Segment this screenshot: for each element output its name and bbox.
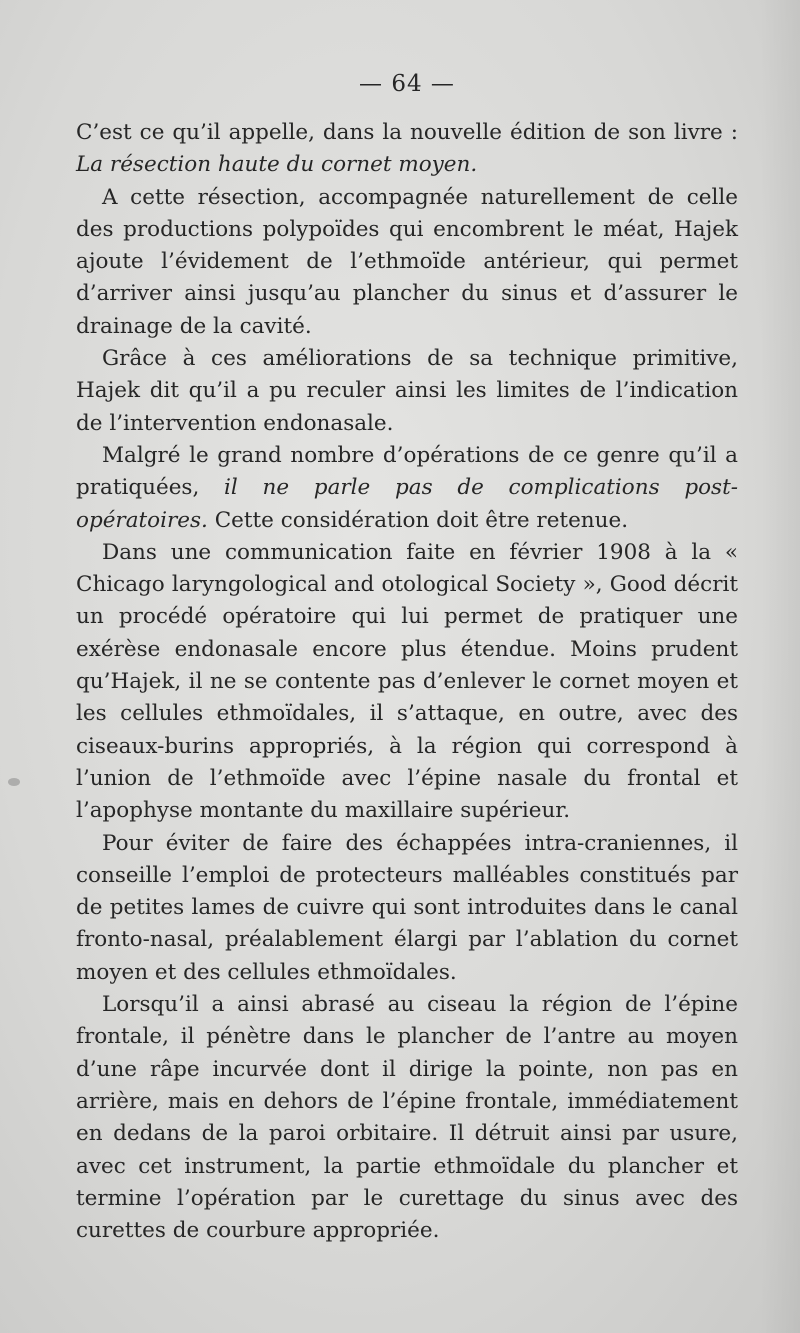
paragraph <box>76 989 738 1247</box>
text-run: Dans une communication faite en février 1908 à la « Chicago laryngological and otological Society », Good décrit un procédé opératoire qui lui permet de pratiquer une exérèse endonasale encore plus étendue. Moins prudent qu’Hajek, il ne se contente pas d’enlever le cornet moyen et les cellules ethmoïdales, il s’attaque, en outre, avec des ciseaux-burins appropriés, à la région qui correspond à l’union de l’ethmoïde avec l’épine nasale du frontal et l’apophyse montante du maxillaire supérieur. <box>76 539 738 824</box>
paper-speck <box>8 778 20 786</box>
emphasized-text: La résection haute du cornet moyen. <box>76 152 478 178</box>
paragraph <box>76 440 738 537</box>
emphasized-text: il ne parle pas de complications post-opératoires. <box>76 475 738 533</box>
text-run: A cette résection, accompagnée naturellement de celle des productions polypoïdes qui encombrent le méat, Hajek ajoute l’évidement de l’ethmoïde antérieur, qui permet d’arriver ainsi jusqu’au plancher du sinus et d’assurer le drainage de la cavité. <box>76 184 738 339</box>
text-run: Malgré le grand nombre d’opérations de ce genre qu’il a pratiquées, <box>76 442 738 501</box>
text-run: Grâce à ces améliorations de sa technique primitive, Hajek dit qu’il a pu reculer ainsi les limites de l’indication de l’intervention endonasale. <box>76 346 738 436</box>
paragraph <box>76 828 738 989</box>
paragraph <box>76 182 738 343</box>
text-run: Cette considération doit être retenue. <box>207 507 629 533</box>
paragraph <box>76 117 738 182</box>
paragraph <box>76 537 738 828</box>
paragraph <box>76 343 738 440</box>
book-page <box>76 68 738 1318</box>
text-run: Lorsqu’il a ainsi abrasé au ciseau la région de l’épine frontale, il pénètre dans le plancher de l’antre au moyen d’une râpe incurvée dont il dirige la pointe, non pas en arrière, mais en dehors de l’épine frontale, immédiatement en dedans de la paroi orbitaire. Il détruit ainsi par usure, avec cet instrument, la partie ethmoïdale du plancher et termine l’opération par le curettage du sinus avec des curettes de courbure appropriée. <box>76 992 738 1244</box>
text-body <box>76 117 738 1247</box>
text-run: Pour éviter de faire des échappées intra-craniennes, il conseille l’emploi de protecteurs malléables constitués par de petites lames de cuivre qui sont introduites dans le canal fronto-nasal, préalablement élargi par l’ablation du cornet moyen et des cellules ethmoïdales. <box>76 830 738 985</box>
text-run: C’est ce qu’il appelle, dans la nouvelle édition de son livre : <box>76 120 738 145</box>
page-number: — 64 — <box>359 71 455 97</box>
page-edge-shadow <box>760 0 800 1333</box>
